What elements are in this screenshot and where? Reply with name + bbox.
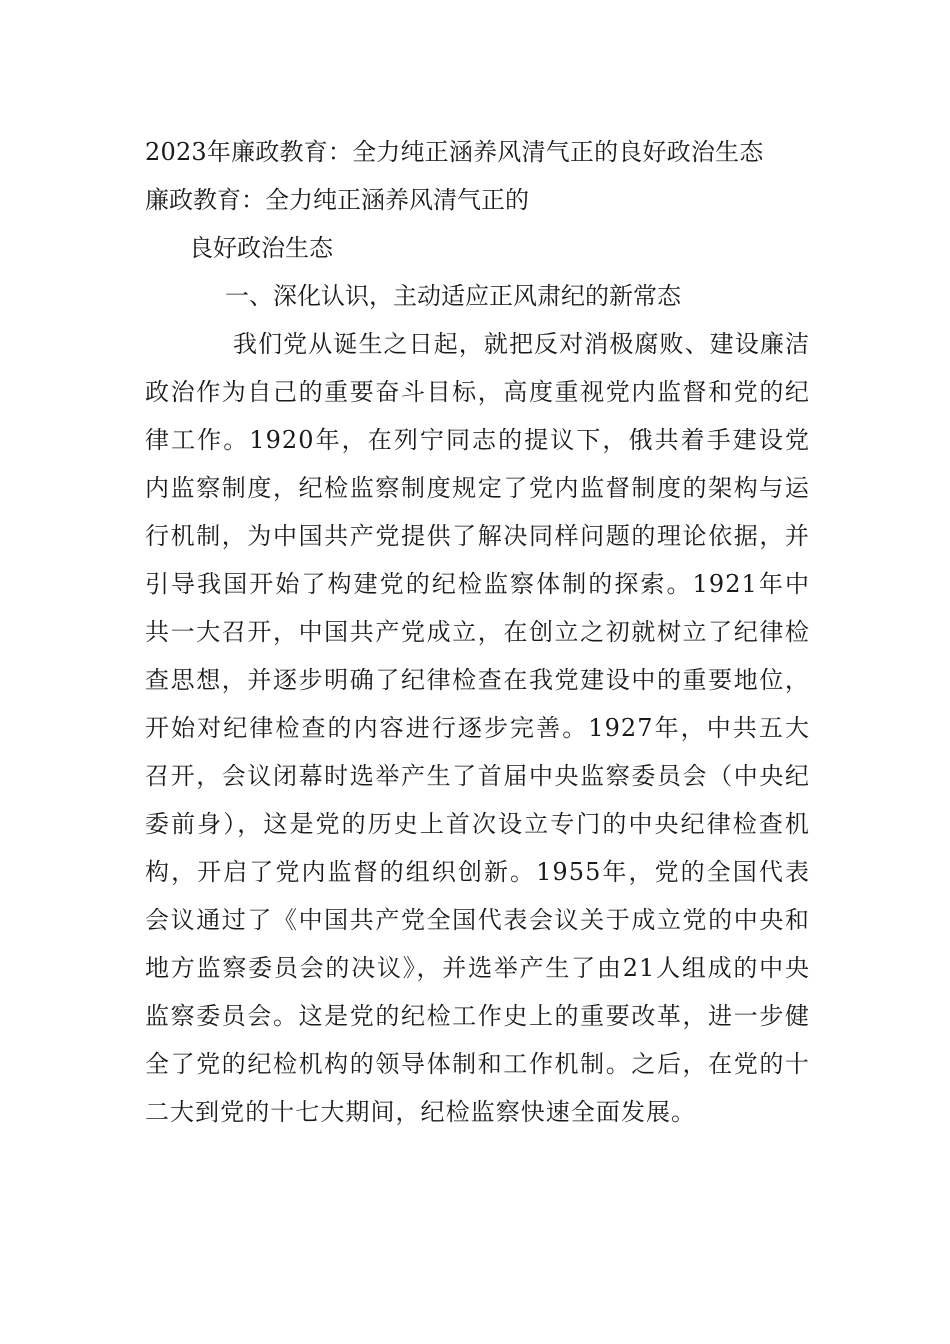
- document-title: 2023年廉政教育：全力纯正涵养风清气正的良好政治生态: [145, 138, 764, 166]
- document-body: [145, 128, 810, 1136]
- body-paragraph: 我们党从诞生之日起，就把反对消极腐败、建设廉洁政治作为自己的重要奋斗目标，高度重视党内监督和党的纪律工作。1920年，在列宁同志的提议下，俄共着手建设党内监察制度，纪检监察制度规定了党内监督制度的架构与运行机制，为中国共产党提供了解决同样问题的理论依据，并引导我国开始了构建党的纪检监察体制的探索。1921年中共一大召开，中国共产党成立，在创立之初就树立了纪律检查思想，并逐步明确了纪律检查在我党建设中的重要地位，开始对纪律检查的内容进行逐步完善。1927年，中共五大召开，会议闭幕时选举产生了首届中央监察委员会（中央纪委前身），这是党的历史上首次设立专门的中央纪律检查机构，开启了党内监督的组织创新。1955年，党的全国代表会议通过了《中国共产党全国代表会议关于成立党的中央和地方监察委员会的决议》，并选举产生了由21人组成的中央监察委员会。这是党的纪检工作史上的重要改革，进一步健全了党的纪检机构的领导体制和工作机制。之后，在党的十二大到党的十七大期间，纪检监察快速全面发展。: [145, 330, 810, 1126]
- section-heading: 一、深化认识，主动适应正风肃纪的新常态: [225, 282, 681, 310]
- document-subtitle-line-2: 良好政治生态: [189, 234, 333, 262]
- document-subtitle-line-1: 廉政教育：全力纯正涵养风清气正的: [145, 186, 529, 214]
